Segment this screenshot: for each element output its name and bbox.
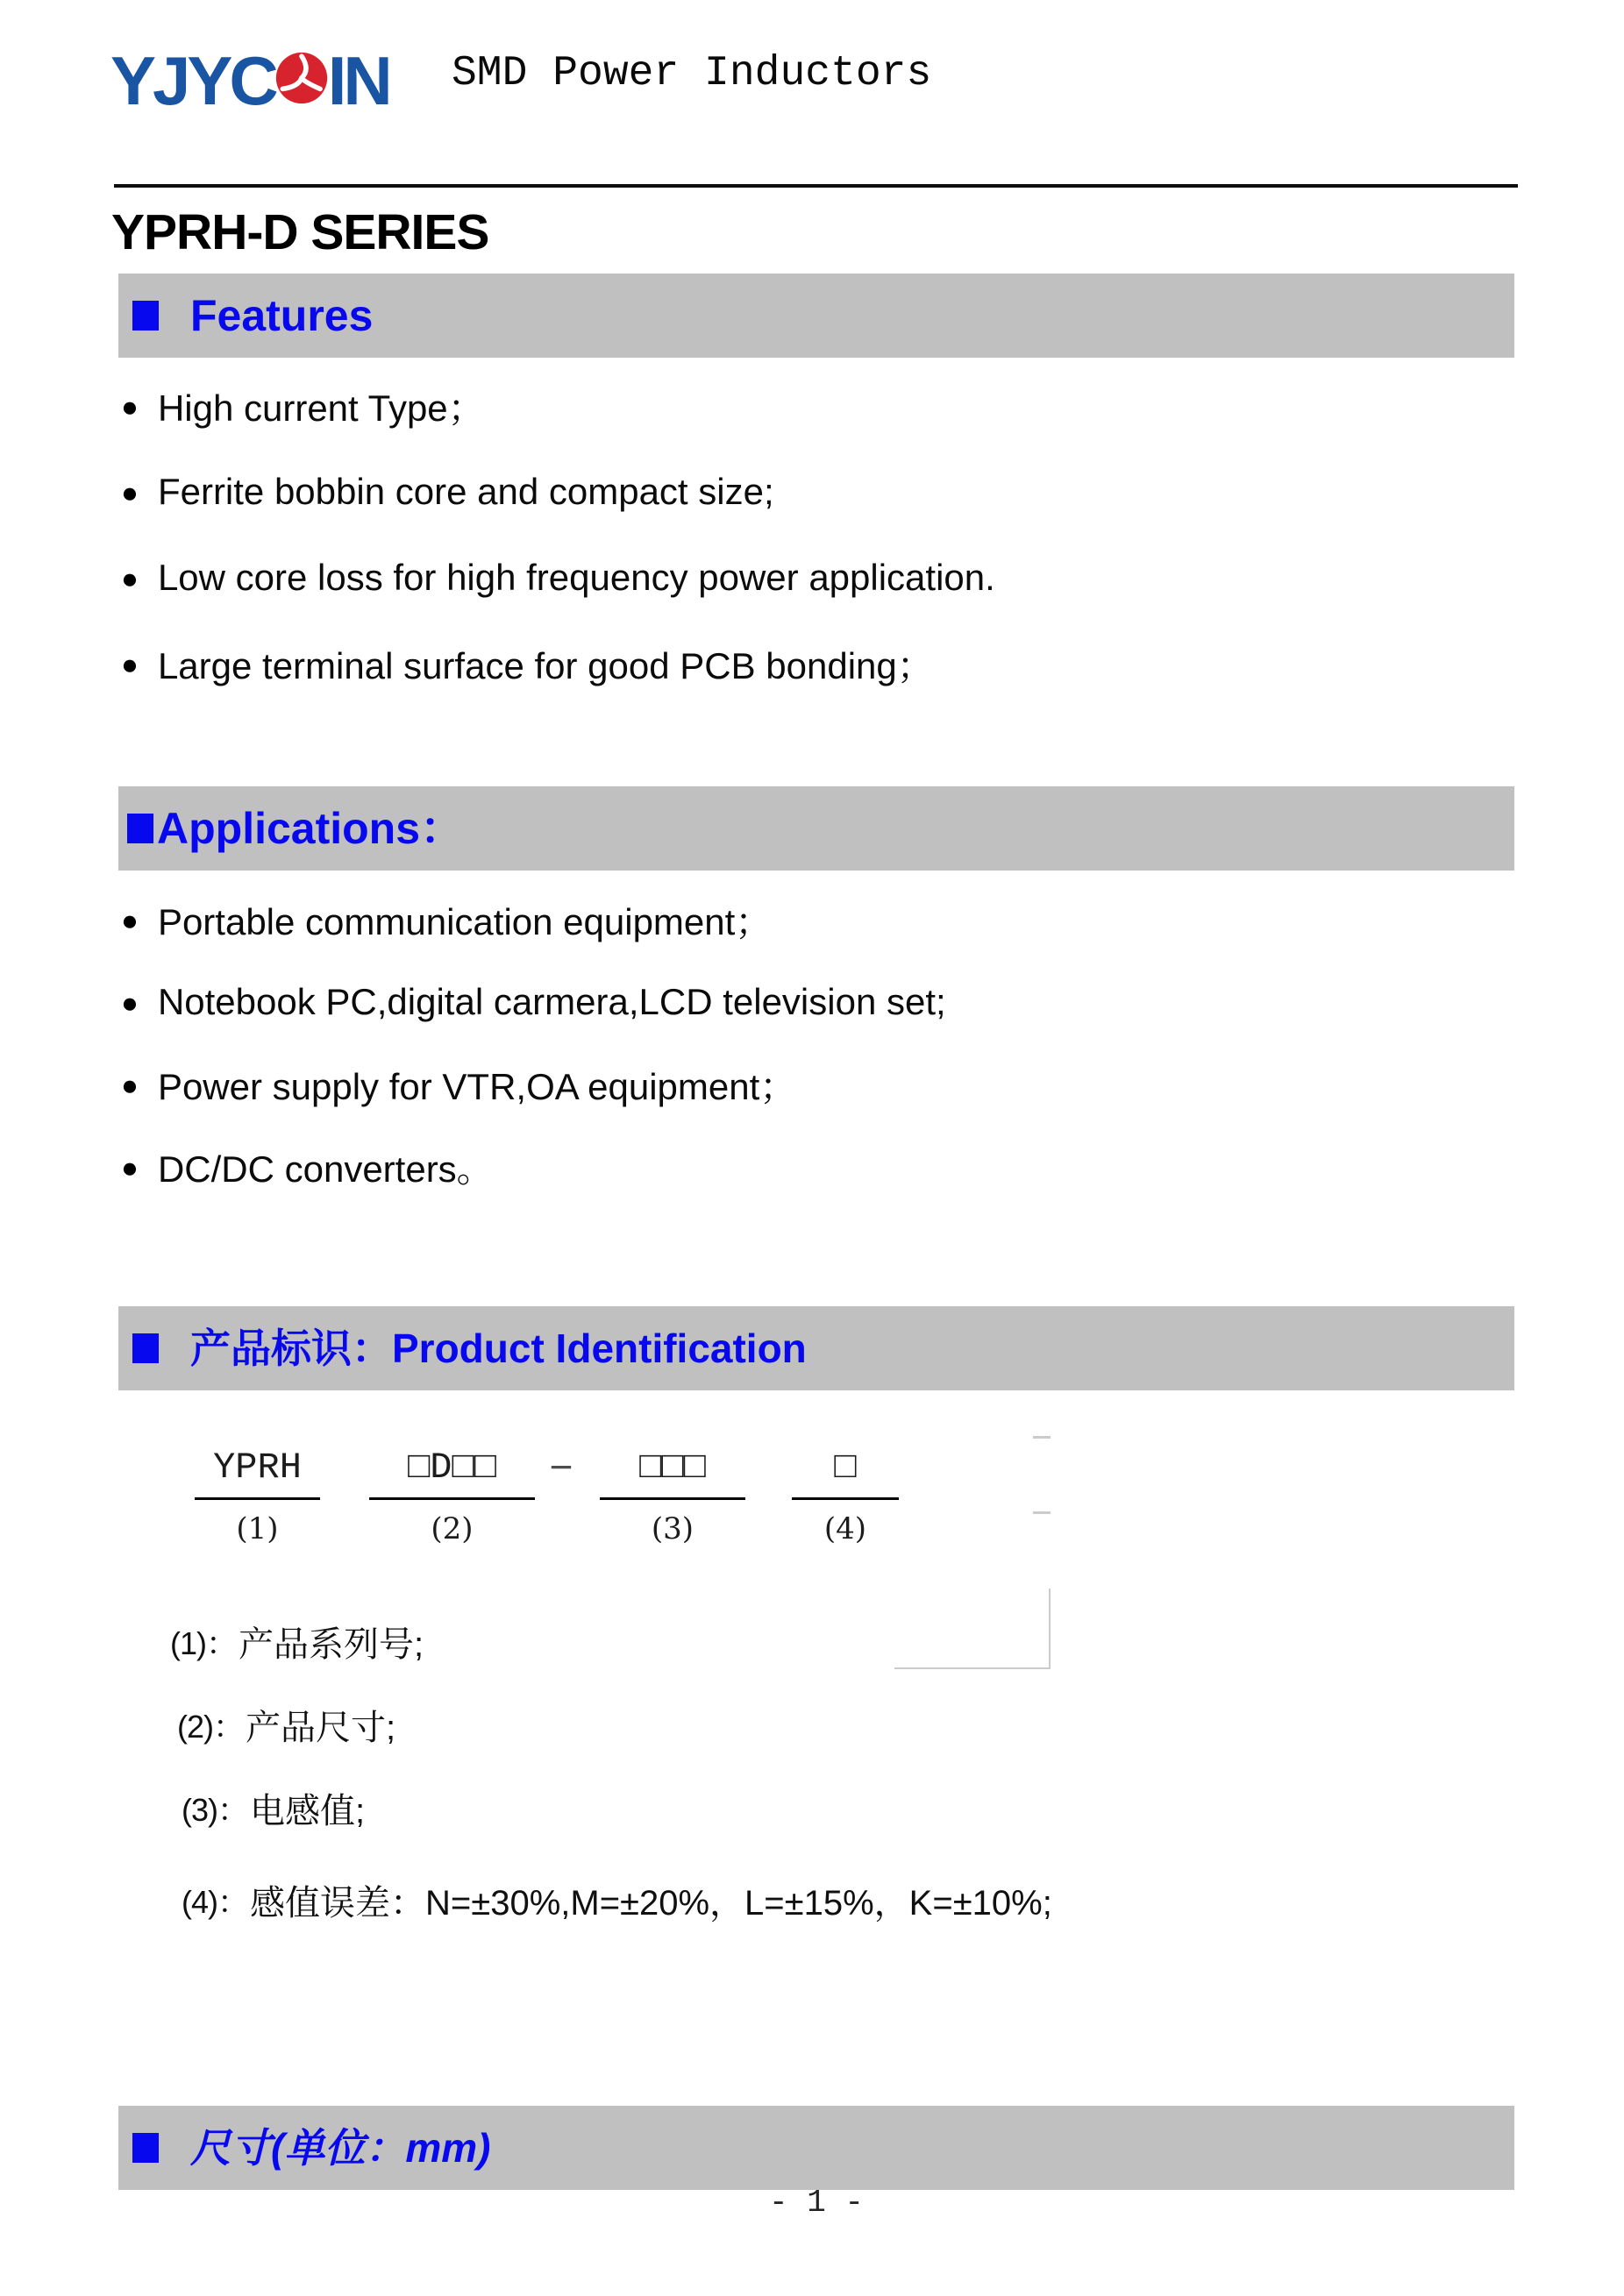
dimensions-section-header <box>118 2106 1514 2190</box>
note-row <box>182 1875 1052 1924</box>
product-identification-heading-cn: 产品标识： <box>190 1326 392 1371</box>
note-row <box>177 1700 395 1749</box>
coin-icon <box>274 51 329 105</box>
segment-underline <box>195 1497 320 1500</box>
decorative-line <box>1033 1436 1051 1439</box>
part-code-segment: □□□ <box>639 1447 706 1489</box>
note-text: 电感值; <box>250 1791 366 1830</box>
part-code-segment: YPRH <box>213 1447 302 1489</box>
part-code-segment: □ <box>834 1447 857 1489</box>
features-heading: Features <box>190 291 374 340</box>
part-code-separator: − <box>549 1444 573 1489</box>
segment-number-label: (4) <box>823 1511 867 1546</box>
bullet-icon: ● <box>121 985 139 1019</box>
feature-item-text: Low core loss for high frequency power application. <box>157 557 995 598</box>
feature-item <box>121 468 774 515</box>
feature-item <box>121 382 485 430</box>
logo-text-right: IN <box>327 42 389 119</box>
bullet-icon: ● <box>121 389 139 423</box>
application-item-text: Notebook PC,digital carmera,LCD television set; <box>157 981 946 1022</box>
bullet-icon: ● <box>121 647 139 680</box>
note-row <box>182 1783 365 1832</box>
header-subtitle: SMD Power Inductors <box>452 50 932 97</box>
header-rule <box>114 184 1518 188</box>
section-marker-icon <box>132 2133 159 2163</box>
applications-section-header <box>118 786 1514 871</box>
note-text: 产品尺寸; <box>246 1708 396 1747</box>
note-row <box>170 1617 424 1666</box>
application-item <box>121 1061 796 1108</box>
section-marker-icon <box>132 301 159 331</box>
applications-heading: Applications： <box>157 804 465 853</box>
product-identification-heading-en: Product Identification <box>392 1326 807 1371</box>
application-item <box>121 978 946 1026</box>
feature-item-text: Ferrite bobbin core and compact size; <box>157 471 774 512</box>
feature-item <box>121 554 995 601</box>
application-item <box>121 896 772 943</box>
bullet-icon: ● <box>121 1068 139 1101</box>
decorative-line <box>1033 1511 1051 1514</box>
footer-page-number: - 1 - <box>768 2185 865 2221</box>
decorative-line <box>1049 1589 1051 1669</box>
application-item-text: DC/DC converters。 <box>157 1148 494 1190</box>
feature-item <box>121 640 934 687</box>
application-item-text: Portable communication equipment； <box>157 901 773 942</box>
application-item-text: Power supply for VTR,OA equipment； <box>157 1066 797 1107</box>
bullet-icon: ● <box>121 903 139 936</box>
segment-underline <box>369 1497 535 1500</box>
logo-text-left: YJYC <box>110 42 275 119</box>
note-number: (3)： <box>182 1791 248 1828</box>
application-item <box>121 1143 494 1191</box>
segment-underline <box>792 1497 899 1500</box>
note-text: 产品系列号; <box>239 1624 424 1664</box>
feature-item-text: Large terminal surface for good PCB bonding； <box>157 645 934 686</box>
product-identification-section-header <box>118 1306 1514 1390</box>
features-section-header <box>118 274 1514 358</box>
note-number: (2)： <box>177 1708 244 1745</box>
note-number: (1)： <box>170 1624 237 1661</box>
company-logo <box>110 40 389 121</box>
note-number: (4)： <box>182 1883 248 1920</box>
dimensions-heading: 尺寸(单位：mm) <box>190 2125 491 2171</box>
decorative-line <box>894 1667 1051 1669</box>
segment-number-label: (1) <box>236 1511 279 1546</box>
segment-underline <box>600 1497 745 1500</box>
feature-item-text: High current Type； <box>157 387 485 429</box>
bullet-icon: ● <box>121 1150 139 1184</box>
section-marker-icon <box>127 814 153 843</box>
segment-number-label: (2) <box>431 1511 474 1546</box>
segment-number-label: (3) <box>651 1511 694 1546</box>
note-text: 感值误差：N=±30%,M=±20%，L=±15%，K=±10%; <box>250 1883 1052 1923</box>
section-marker-icon <box>132 1333 159 1363</box>
bullet-icon: ● <box>121 475 139 508</box>
part-code-segment: □D□□ <box>408 1447 496 1489</box>
page-title: YPRH-D SERIES <box>111 204 489 260</box>
bullet-icon: ● <box>121 561 139 594</box>
